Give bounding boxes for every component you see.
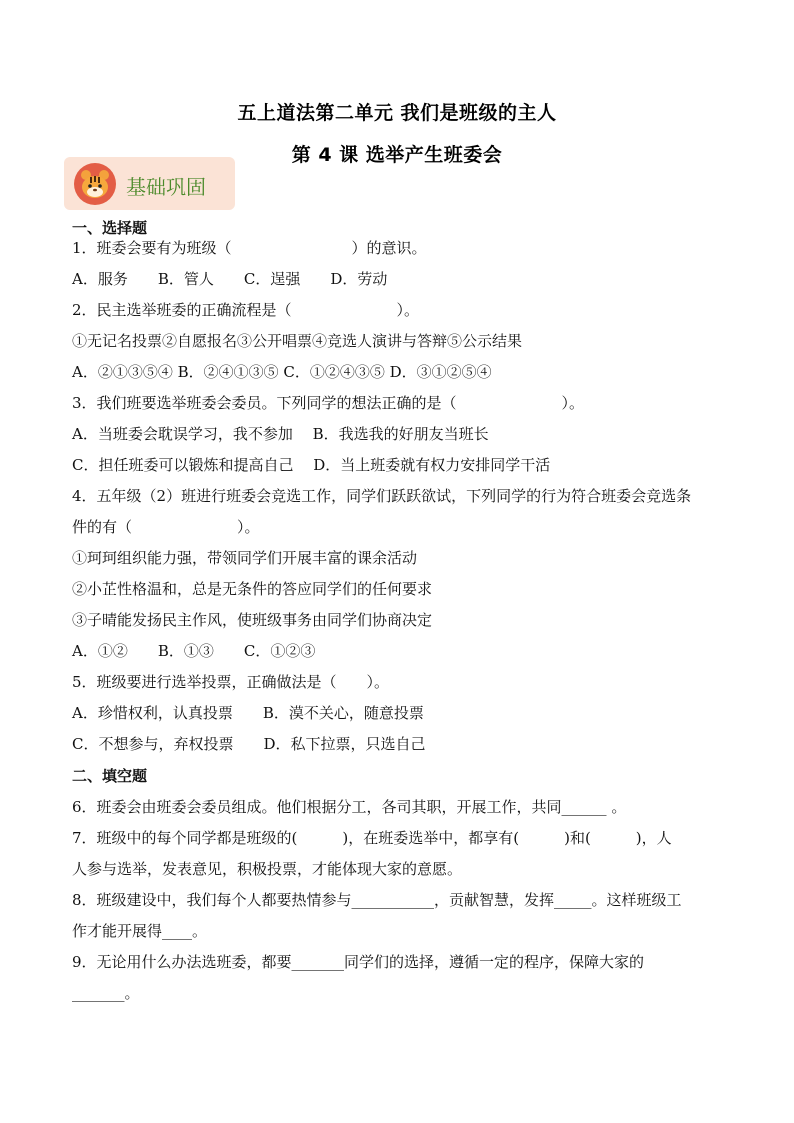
lesson-title: 第 4 课 选举产生班委会 — [291, 144, 503, 166]
question-6: 6．班委会由班委会委员组成。他们根据分工，各司其职，开展工作，共同______ 。 — [72, 798, 627, 816]
question-5: 5．班级要进行选举投票，正确做法是（ ）。 — [72, 673, 390, 691]
question-1: 1．班委会要有为班级（ ）的意识。 — [72, 239, 427, 257]
question-2-options: A．②①③⑤④ B．②④①③⑤ C．①②④③⑤ D．③①②⑤④ — [72, 363, 492, 381]
question-5-options-ab: A．珍惜权利，认真投票 B．漠不关心，随意投票 — [72, 704, 424, 722]
question-9: 9．无论用什么办法选班委，都要_______同学们的选择，遵循一定的程序，保障大家的 — [72, 953, 645, 971]
question-4-cont: 件的有（ ）。 — [72, 518, 260, 536]
page-title: 五上道法第二单元 我们是班级的主人 — [237, 102, 557, 124]
question-4-item-2: ②小芷性格温和，总是无条件的答应同学们的任何要求 — [72, 580, 433, 598]
question-3-options-ab: A．当班委会耽误学习，我不参加 B．我选我的好朋友当班长 — [72, 425, 489, 443]
question-4-item-3: ③子晴能发扬民主作风，使班级事务由同学们协商决定 — [72, 611, 433, 629]
question-4-item-1: ①珂珂组织能力强，带领同学们开展丰富的课余活动 — [72, 549, 418, 567]
question-8: 8．班级建设中，我们每个人都要热情参与___________，贡献智慧，发挥_____。这样班级工 — [72, 891, 682, 909]
question-8-cont: 作才能开展得____。 — [72, 922, 208, 940]
tiger-icon — [74, 163, 116, 205]
question-4: 4．五年级（2）班进行班委会竞选工作，同学们跃跃欲试，下列同学的行为符合班委会竞选条 — [72, 487, 692, 505]
question-7: 7．班级中的每个同学都是班级的( )，在班委选举中，都享有( )和( )，人 — [72, 829, 672, 847]
section-heading-choice: 一、选择题 — [72, 219, 148, 237]
question-2: 2．民主选举班委的正确流程是（ ）。 — [72, 301, 420, 319]
section-heading-fill: 二、填空题 — [72, 767, 148, 785]
question-5-options-cd: C．不想参与，弃权投票 D．私下拉票，只选自己 — [72, 735, 426, 753]
question-3-options-cd: C．担任班委可以锻炼和提高自己 D．当上班委就有权力安排同学干活 — [72, 456, 551, 474]
section-badge — [64, 157, 235, 210]
question-7-cont: 人参与选举，发表意见，积极投票，才能体现大家的意愿。 — [72, 860, 463, 878]
section-badge-label: 基础巩固 — [126, 175, 206, 199]
question-2-steps: ①无记名投票②自愿报名③公开唱票④竞选人演讲与答辩⑤公示结果 — [72, 332, 523, 350]
question-4-options: A．①② B．①③ C．①②③ — [72, 642, 316, 660]
question-1-options: A．服务 B．管人 C．逞强 D．劳动 — [72, 270, 388, 288]
question-3: 3．我们班要选举班委会委员。下列同学的想法正确的是（ ）。 — [72, 394, 585, 412]
question-9-cont: _______。 — [72, 984, 140, 1002]
